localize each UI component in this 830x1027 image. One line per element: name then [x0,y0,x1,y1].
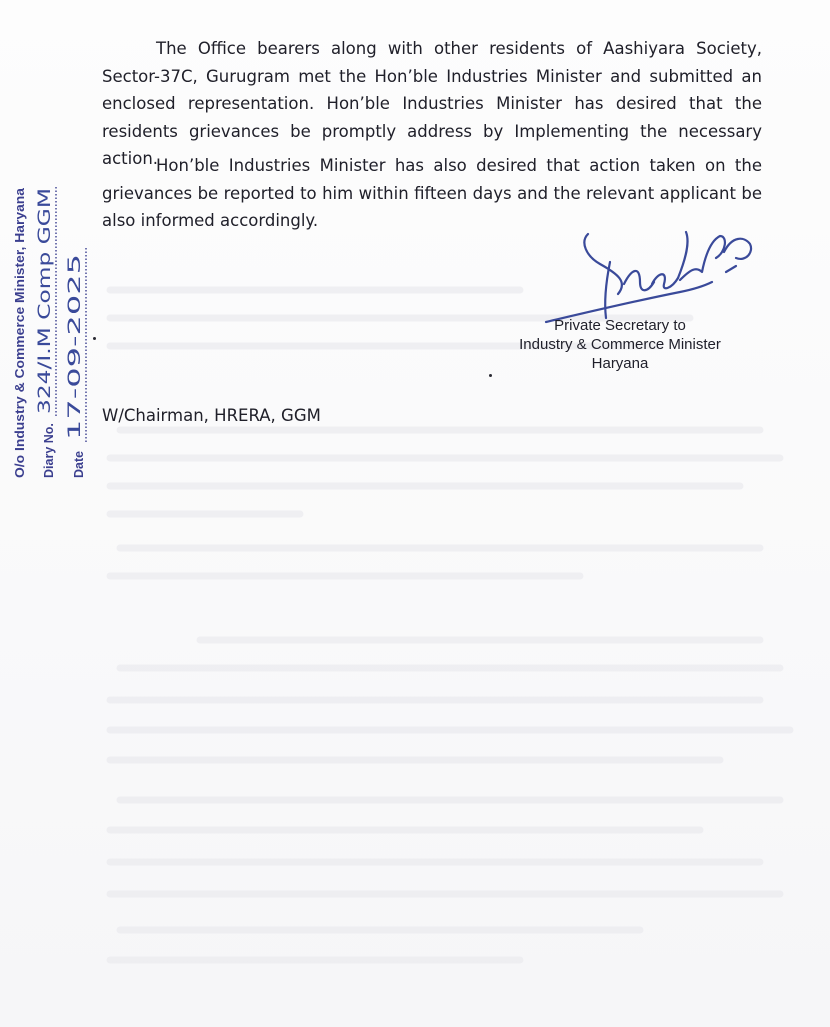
diary-stamp-graphic [4,178,94,490]
signatory-title-1: Private Secretary to [554,317,686,334]
stamp-diary-label: Diary No. [42,423,56,478]
stamp-office-text: O/o Industry & Commerce Minister, Haryana [13,216,27,478]
signatory-title-2: Industry & Commerce Minister [519,336,721,353]
paragraph-2-text: Hon’ble Industries Minister has also desired that action taken on the grievances be reported to him within fifteen days and the relevant applicant be also informed accordingly. [102,156,762,230]
signatory-block [490,316,750,373]
copy-to-line: W/Chairman, HRERA, GGM [102,406,321,425]
diary-stamp [4,178,94,490]
stamp-date-label: Date [72,450,86,478]
stamp-date-value: 17-09-2025 [65,341,85,440]
ink-dot [489,374,492,377]
stamp-diary-value: 324/I.M Comp GGM [35,249,55,414]
paragraph-1-text: The Office bearers along with other residents of Aashiyara Society, Sector-37C, Gurugram met the Hon’ble Industries Minister and submitted an enclosed representation. Hon’ble Industries Minister has desired that the residents grievances be promptly address by Implementing the necessary action. [102,39,762,168]
signatory-title-3: Haryana [591,355,649,372]
